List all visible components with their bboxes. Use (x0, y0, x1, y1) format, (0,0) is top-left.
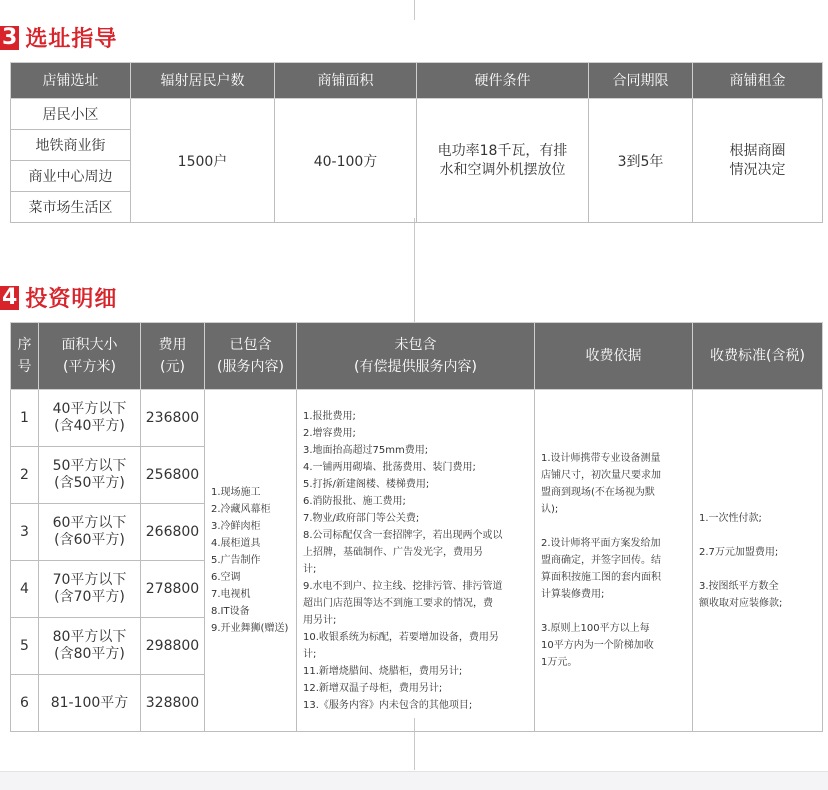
excluded-item: 计; (303, 648, 317, 660)
header-area: 商铺面积 (275, 63, 417, 99)
center-divider-top (414, 0, 415, 20)
header-excluded-line: 未包含 (394, 337, 437, 353)
fee-cell: 256800 (141, 447, 205, 504)
included-item: 3.冷鲜肉柜 (211, 521, 261, 532)
location-cell: 菜市场生活区 (11, 192, 131, 223)
basis-line: 计算装修费用; (541, 589, 605, 600)
area-line: 60平方以下 (52, 515, 127, 531)
fee-cell: 266800 (141, 504, 205, 561)
hardware-cell (417, 99, 589, 223)
contract-cell: 3到5年 (589, 99, 693, 223)
basis-line: 盟商确定，并签字回传。结 (541, 555, 661, 566)
area-line: (含60平方) (54, 532, 125, 548)
standard-line: 1.一次性付款; (699, 512, 762, 524)
basis-line: 10平方内为一个阶梯加收 (541, 640, 654, 651)
standard-line: 3.按图纸平方数全 (699, 580, 779, 592)
included-cell (205, 390, 297, 732)
standard-cell (693, 390, 823, 732)
section3-heading (0, 22, 117, 53)
table-header-row (11, 323, 823, 390)
seq-cell: 1 (11, 390, 39, 447)
rent-cell (693, 99, 823, 223)
header-included (205, 323, 297, 390)
area-line: (含80平方) (54, 646, 125, 662)
area-cell (39, 504, 141, 561)
section3-number: 3 (2, 24, 18, 50)
included-item: 9.开业舞狮(赠送) (211, 623, 289, 634)
included-item: 1.现场施工 (211, 487, 261, 498)
header-standard: 收费标准(含税) (693, 323, 823, 390)
header-included-line: (服务内容) (217, 359, 284, 375)
standard-line: 2.7万元加盟费用; (699, 546, 779, 558)
seq-cell: 3 (11, 504, 39, 561)
rent-line: 情况决定 (729, 161, 786, 178)
header-area-line: (平方米) (63, 359, 116, 375)
location-cell: 商业中心周边 (11, 161, 131, 192)
page-footer-bar (0, 771, 828, 790)
seq-cell: 4 (11, 561, 39, 618)
excluded-item: 3.地面抬高超过75mm费用; (303, 444, 429, 456)
excluded-item: 上招牌，基础制作、广告发光字，费用另 (303, 546, 483, 558)
excluded-item: 6.消防报批、施工费用; (303, 495, 406, 507)
area-cell (39, 618, 141, 675)
section4-number: 4 (2, 284, 18, 310)
excluded-item: 12.新增双温子母柜，费用另计; (303, 682, 443, 694)
area-line: 80平方以下 (52, 629, 127, 645)
spacer (699, 561, 816, 578)
header-seq-line: 号 (17, 359, 32, 375)
header-fee-line: 费用 (158, 337, 187, 353)
excluded-item: 5.打拆/新建阁楼、楼梯费用; (303, 478, 430, 490)
basis-line: 算面积按施工图的套内面积 (541, 572, 661, 583)
center-divider-middle (414, 218, 415, 322)
section4-heading (0, 282, 117, 313)
area-line: (含40平方) (54, 418, 125, 434)
included-item: 2.冷藏风幕柜 (211, 504, 271, 515)
fee-cell: 328800 (141, 675, 205, 732)
excluded-item: 用另计; (303, 614, 337, 626)
excluded-item: 2.增容费用; (303, 427, 356, 439)
location-cell: 地铁商业街 (11, 130, 131, 161)
section3-title: 选址指导 (25, 27, 118, 52)
header-hardware: 硬件条件 (417, 63, 589, 99)
area-line: (含70平方) (54, 589, 125, 605)
header-area (39, 323, 141, 390)
spacer (541, 518, 686, 535)
header-rent: 商铺租金 (693, 63, 823, 99)
section4-title: 投资明细 (25, 287, 118, 312)
area-line: (含50平方) (54, 475, 125, 491)
site-selection-table (10, 62, 823, 223)
excluded-item: 超出门店范围等达不到施工要求的情况，费 (303, 597, 493, 609)
standard-line: 额收取对应装修款; (699, 597, 783, 609)
header-area-line: 面积大小 (61, 337, 118, 353)
area-cell (39, 390, 141, 447)
basis-line: 店铺尺寸，初次量尺要求加 (541, 470, 661, 481)
included-item: 5.广告制作 (211, 555, 261, 566)
header-basis: 收费依据 (535, 323, 693, 390)
table-row (11, 390, 823, 447)
area-line: 81-100平方 (50, 694, 129, 711)
header-included-line: 已包含 (229, 337, 272, 353)
basis-line: 认); (541, 504, 559, 515)
hardware-line: 水和空调外机摆放位 (439, 161, 566, 178)
area-line: 70平方以下 (52, 572, 127, 588)
fee-cell: 278800 (141, 561, 205, 618)
seq-cell: 2 (11, 447, 39, 504)
header-excluded-line: (有偿提供服务内容) (354, 359, 477, 375)
area-cell (39, 561, 141, 618)
spacer (541, 603, 686, 620)
rent-line: 根据商圈 (729, 142, 786, 159)
excluded-item: 10.收银系统为标配，若要增加设备，费用另 (303, 631, 499, 643)
spacer (699, 527, 816, 544)
header-seq-line: 序 (17, 337, 32, 353)
excluded-item: 9.水电不到户、拉主线、挖排污管、排污管道 (303, 580, 503, 592)
excluded-item: 8.公司标配仅含一套招牌字，若出现两个或以 (303, 529, 503, 541)
header-fee (141, 323, 205, 390)
area-line: 50平方以下 (52, 458, 127, 474)
area-cell: 40-100方 (275, 99, 417, 223)
header-households: 辐射居民户数 (131, 63, 275, 99)
basis-cell (535, 390, 693, 732)
excluded-item: 11.新增烧腊间、烧腊柜，费用另计; (303, 665, 463, 677)
basis-line: 3.原则上100平方以上每 (541, 623, 650, 634)
basis-line: 盟商到现场(不在场视为默 (541, 487, 655, 498)
included-item: 8.IT设备 (211, 606, 250, 617)
header-seq (11, 323, 39, 390)
area-cell (39, 447, 141, 504)
seq-cell: 6 (11, 675, 39, 732)
fee-cell: 236800 (141, 390, 205, 447)
excluded-item: 计; (303, 563, 317, 575)
excluded-item: 7.物业/政府部门等公关费; (303, 512, 420, 524)
header-contract: 合同期限 (589, 63, 693, 99)
households-cell: 1500户 (131, 99, 275, 223)
excluded-cell (297, 390, 535, 732)
included-item: 4.展柜道具 (211, 538, 261, 549)
included-item: 7.电视机 (211, 589, 251, 600)
basis-line: 1万元。 (541, 657, 578, 668)
excluded-item: 4.一铺两用砌墙、批荡费用、装门费用; (303, 461, 476, 473)
header-fee-line: (元) (160, 359, 185, 375)
area-line: 40平方以下 (52, 401, 127, 417)
table-header-row (11, 63, 823, 99)
basis-line: 1.设计师携带专业设备测量 (541, 453, 661, 464)
seq-cell: 5 (11, 618, 39, 675)
area-cell (39, 675, 141, 732)
fee-cell: 298800 (141, 618, 205, 675)
excluded-item: 1.报批费用; (303, 410, 356, 422)
excluded-item: 13.《服务内容》内未包含的其他项目; (303, 699, 473, 711)
header-excluded (297, 323, 535, 390)
included-item: 6.空调 (211, 572, 241, 583)
basis-line: 2.设计师将平面方案发给加 (541, 538, 661, 549)
hardware-line: 电功率18千瓦，有排 (437, 142, 568, 159)
table-row (11, 99, 823, 130)
header-location: 店铺选址 (11, 63, 131, 99)
location-cell: 居民小区 (11, 99, 131, 130)
investment-table (10, 322, 823, 732)
